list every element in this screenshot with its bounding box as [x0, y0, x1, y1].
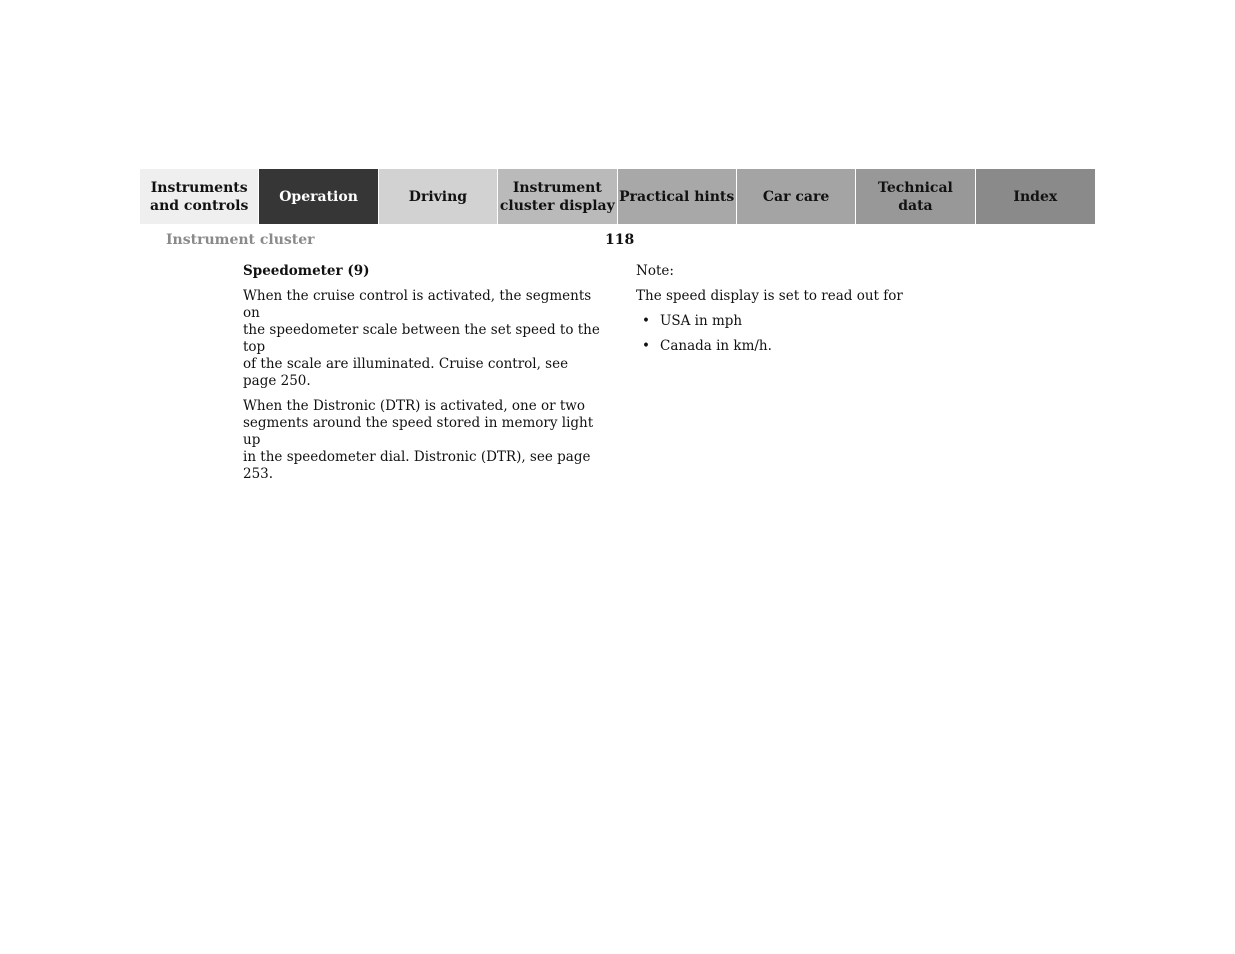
tab-driving[interactable]: Driving [379, 169, 498, 224]
distronic-paragraph: When the Distronic (DTR) is activated, one or two segments around the speed stored in memory light up in the speedometer dial. Distronic (DTR), see page 253. [243, 398, 594, 482]
note-label: Note: [636, 263, 674, 279]
speed-unit-list [636, 313, 936, 355]
right-column [636, 263, 936, 363]
left-column [243, 263, 603, 491]
speedometer-heading: Speedometer (9) [243, 263, 370, 279]
section-title: Instrument cluster [166, 232, 315, 248]
tab-operation[interactable]: Operation [259, 169, 378, 224]
list-item-text: Canada in km/h. [660, 338, 772, 354]
note-intro: The speed display is set to read out for [636, 288, 903, 304]
cruise-control-paragraph: When the cruise control is activated, the segments on the speedometer scale between the set speed to the top of the scale are illuminated. Cruise control, see page 250. [243, 288, 600, 389]
chapter-tabs [140, 169, 1095, 224]
list-item [636, 313, 936, 330]
tab-practical-hints[interactable]: Practical hints [618, 169, 737, 224]
tab-instruments-and-controls[interactable]: Instruments and controls [140, 169, 259, 224]
bullet-icon: • [642, 338, 650, 354]
tab-technical-data[interactable]: Technical data [856, 169, 975, 224]
tab-index[interactable]: Index [976, 169, 1095, 224]
tab-instrument-cluster-display[interactable]: Instrument cluster display [498, 169, 617, 224]
page-number: 118 [605, 232, 635, 248]
bullet-icon: • [642, 313, 650, 329]
list-item-text: USA in mph [660, 313, 743, 329]
list-item [636, 338, 936, 355]
tab-car-care[interactable]: Car care [737, 169, 856, 224]
